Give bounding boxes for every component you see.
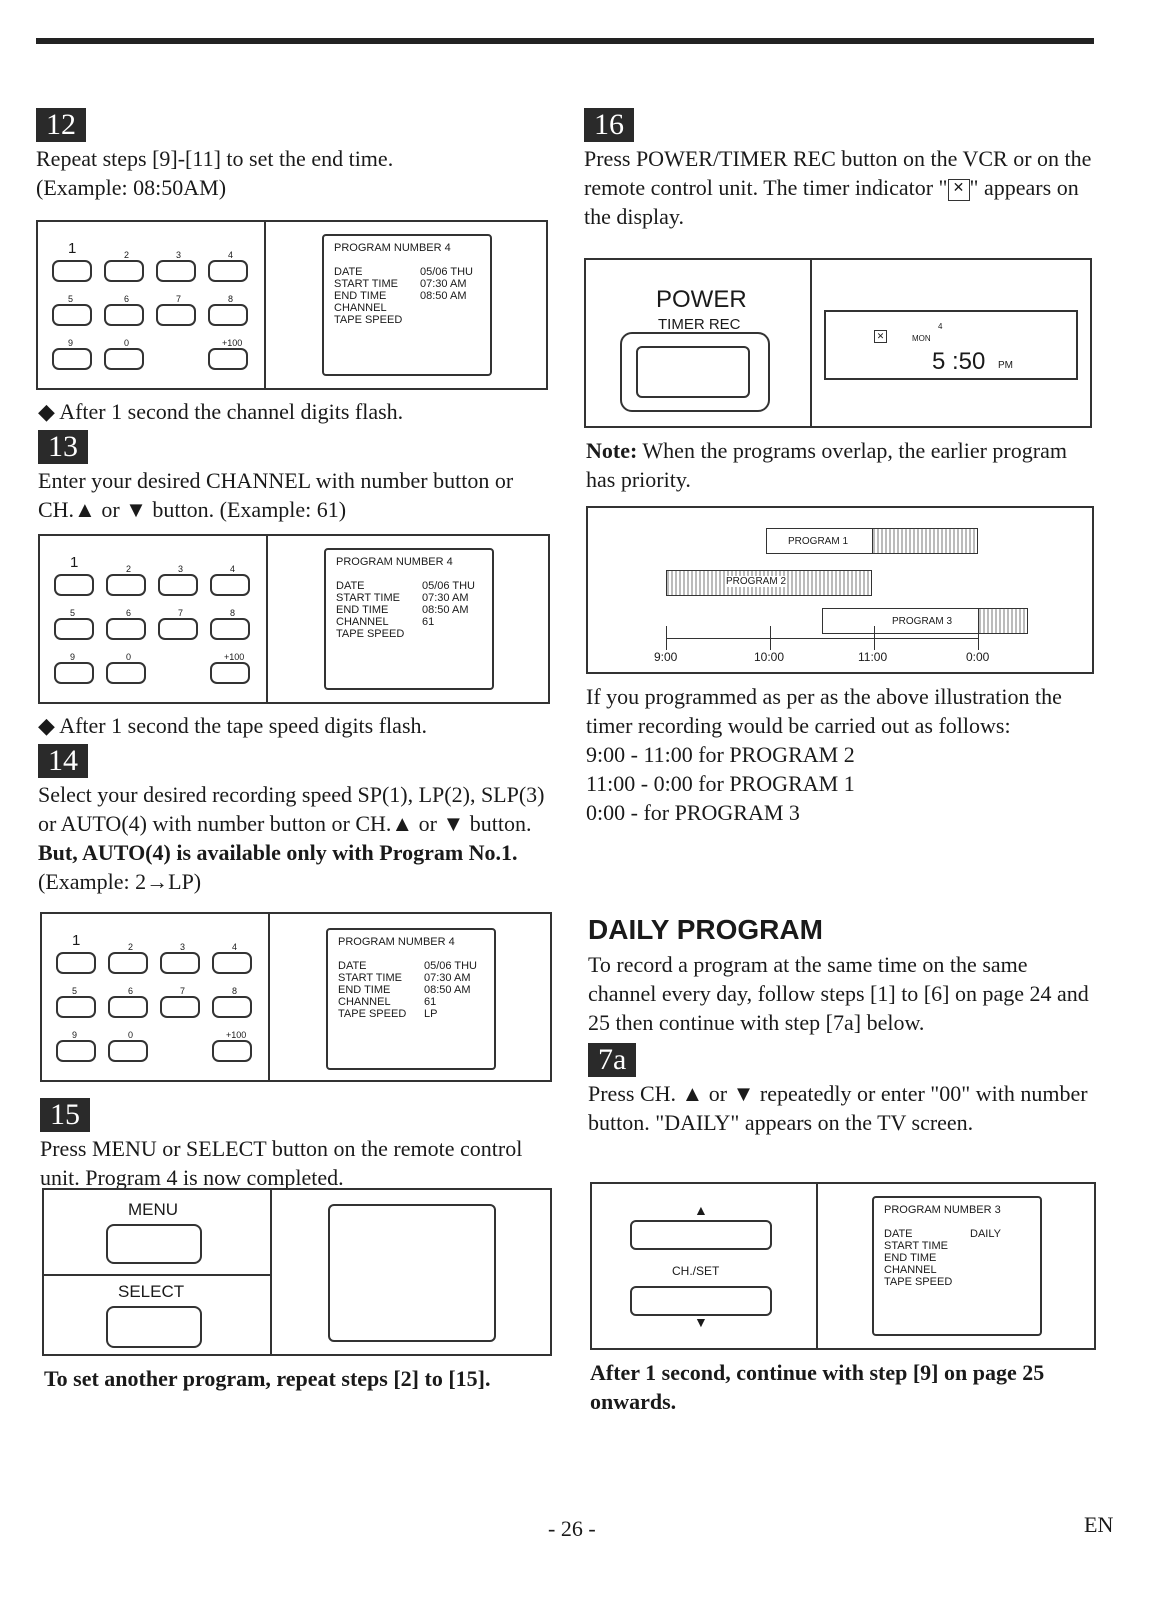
step-16-badge: 16 (584, 108, 634, 142)
overlap-note: Note: When the programs overlap, the earlier program has priority. (586, 438, 1067, 492)
ch-up-icon: ▲ (694, 1204, 708, 1219)
program-1-bar (872, 528, 978, 554)
timeline-panel: PROGRAM 1 PROGRAM 2 PROGRAM 3 9:00 10:00 11:00 0:00 (586, 506, 1094, 674)
step-13-badge: 13 (38, 430, 88, 464)
select-button[interactable] (106, 1306, 202, 1348)
top-rule (36, 38, 1094, 44)
menu-label: MENU (128, 1200, 179, 1219)
power-timer-button[interactable] (620, 332, 770, 412)
step-13-panel (38, 534, 550, 704)
osd-screen: PROGRAM NUMBER 3 DATE DAILY START TIME END TIME CHANNEL TAPE SPEED (872, 1196, 1042, 1336)
step-13-text: Enter your desired CHANNEL with number button or CH.▲ or ▼ button. (Example: 61) (38, 468, 514, 522)
display-time: 5 :50 (932, 348, 986, 375)
timer-rec-label: TIMER REC (658, 316, 741, 333)
step-16-text: Press POWER/TIMER REC button on the VCR or on the remote control unit. The timer indicator " ✕ " appears on the display. (584, 146, 1092, 229)
power-label: POWER (656, 286, 747, 313)
vcr-display: ✕ MON 4 5 :50 PM (824, 310, 1078, 380)
daily-program-title: DAILY PROGRAM (588, 914, 823, 945)
another-program-note: To set another program, repeat steps [2] to [15]. (44, 1366, 491, 1391)
timeline-explanation: If you programmed as per as the above illustration the timer recording would be carried out as follows: (586, 684, 1062, 738)
daily-program-text: To record a program at the same time on the same channel every day, follow steps [1] to [6] on page 24 and 25 then continue with step [7a] below. (588, 952, 1089, 1035)
step-16-panel (584, 258, 1092, 428)
osd-screen: PROGRAM NUMBER 4 DATE 05/06 THU START TIME 07:30 AM END TIME 08:50 AM CHANNEL 61 TAPE SPEED LP (326, 928, 496, 1070)
osd-screen: PROGRAM NUMBER 4 DATE 05/06 THU START TIME 07:30 AM END TIME 08:50 AM CHANNEL TAPE SPEED (322, 234, 492, 376)
ch-down-icon: ▼ (694, 1316, 708, 1331)
step-14-badge: 14 (38, 744, 88, 778)
page-number: - 26 - (548, 1516, 596, 1541)
step-14-text: Select your desired recording speed SP(1), LP(2), SLP(3) or AUTO(4) with number button or CH.▲ or ▼ button. But, AUTO(4) is available only with Program No.1. (Example: 2→LP) (38, 782, 545, 894)
step-13-note: ◆ After 1 second the tape speed digits flash. (38, 713, 427, 738)
ch-down-button[interactable] (630, 1286, 772, 1316)
step-7a-text: Press CH. ▲ or ▼ repeatedly or enter "00" with number button. "DAILY" appears on the TV screen. (588, 1081, 1088, 1135)
select-label: SELECT (118, 1282, 185, 1301)
ch-up-button[interactable] (630, 1220, 772, 1250)
step-7a-note: After 1 second, continue with step [9] on page 25 onwards. (590, 1360, 1045, 1414)
tv-screen (328, 1204, 496, 1342)
step-12-example: (Example: 08:50AM) (36, 175, 227, 200)
step-7a-badge: 7a (588, 1043, 636, 1077)
keypad: 1 2 3 4 5 6 7 8 9 0 +100 (40, 536, 266, 702)
menu-button[interactable] (106, 1224, 202, 1264)
timer-indicator-icon: ✕ (948, 179, 970, 201)
chset-label: CH./SET (672, 1264, 720, 1278)
step-14-panel (40, 912, 552, 1082)
step-12-note: ◆ After 1 second the channel digits flash. (38, 399, 404, 424)
step-15-panel (42, 1188, 552, 1356)
priority-line-2: 11:00 - 0:00 for PROGRAM 1 (586, 771, 855, 796)
step-15-badge: 15 (40, 1098, 90, 1132)
language-marker: EN (1084, 1512, 1114, 1537)
priority-line-3: 0:00 - for PROGRAM 3 (586, 800, 800, 825)
keypad: 1 2 3 4 5 6 7 8 9 0 +100 (42, 914, 268, 1080)
program-3-bar (978, 608, 1028, 634)
priority-line-1: 9:00 - 11:00 for PROGRAM 2 (586, 742, 855, 767)
step-12-badge: 12 (36, 108, 86, 142)
step-12-panel (36, 220, 548, 390)
osd-screen: PROGRAM NUMBER 4 DATE 05/06 THU START TIME 07:30 AM END TIME 08:50 AM CHANNEL 61 TAPE SPEED (324, 548, 494, 690)
step-7a-panel (590, 1182, 1096, 1350)
keypad: 1 2 3 4 5 6 7 8 9 0 +100 (38, 222, 264, 388)
step-15-text: Press MENU or SELECT button on the remote control unit. Program 4 is now completed. (40, 1136, 523, 1190)
step-12-text: Repeat steps [9]-[11] to set the end time. (36, 146, 394, 171)
timer-indicator-icon: ✕ (874, 330, 887, 343)
